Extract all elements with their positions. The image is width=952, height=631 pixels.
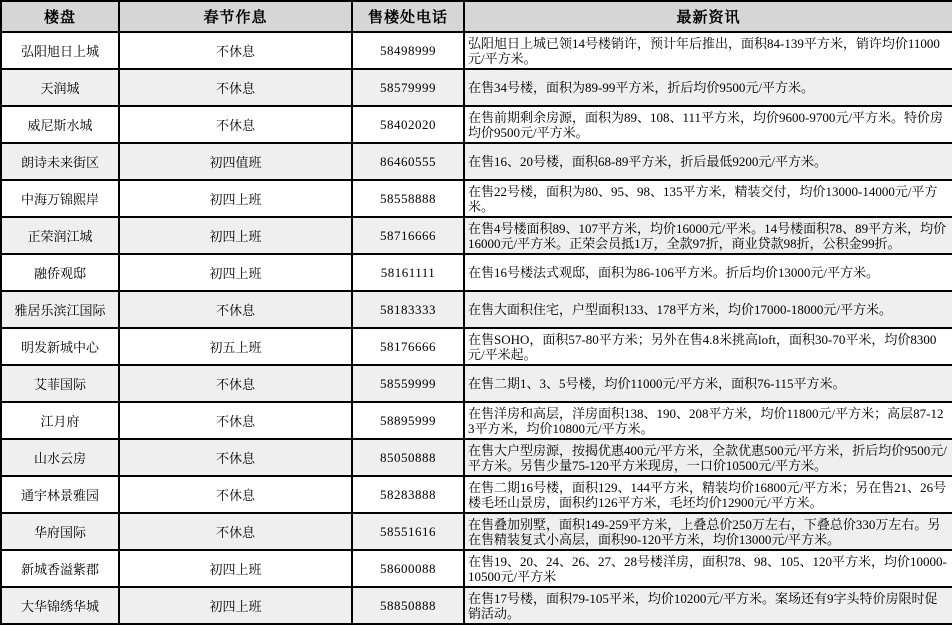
name-cell: 弘阳旭日上城 <box>1 32 119 69</box>
phone-cell: 58600088 <box>352 550 464 587</box>
name-cell: 雅居乐滨江国际 <box>1 291 119 328</box>
table-row <box>1 513 952 550</box>
schedule-cell: 初四上班 <box>119 180 352 217</box>
schedule-cell: 初四值班 <box>119 143 352 180</box>
table-body <box>1 32 952 624</box>
news-cell: 弘阳旭日上城已领14号楼销许，预计年后推出，面积84-139平方米，销许均价11000元/平方米。 <box>464 32 952 69</box>
table-row <box>1 550 952 587</box>
name-cell: 中海万锦熙岸 <box>1 180 119 217</box>
phone-cell: 58498999 <box>352 32 464 69</box>
table-row <box>1 476 952 513</box>
table-row <box>1 180 952 217</box>
phone-cell: 58402020 <box>352 106 464 143</box>
news-cell: 在售SOHO，面积57-80平方米；另外在售4.8米挑高loft，面积30-70平米，均价8300元/平米起。 <box>464 328 952 365</box>
news-cell: 在售大面积住宅，户型面积133、178平方米，均价17000-18000元/平方米。 <box>464 291 952 328</box>
schedule-cell: 初四上班 <box>119 587 352 624</box>
table-row <box>1 32 952 69</box>
phone-cell: 85050888 <box>352 439 464 476</box>
name-cell: 天润城 <box>1 69 119 106</box>
column-header-news: 最新资讯 <box>464 1 952 32</box>
schedule-cell: 不休息 <box>119 365 352 402</box>
schedule-cell: 初四上班 <box>119 254 352 291</box>
news-cell: 在售大户型房源，按揭优惠400元/平方米，全款优惠500元/平方米，折后均价9500元/平方米。另售少量75-120平方米现房，一口价10500元/平方米。 <box>464 439 952 476</box>
news-cell: 在售洋房和高层，洋房面积138、190、208平方米，均价11800元/平方米；高层87-123平方米，均价10800元/平方米。 <box>464 402 952 439</box>
news-cell: 在售19、20、24、26、27、28号楼洋房，面积78、98、105、120平方米，均价10000-10500元/平方米 <box>464 550 952 587</box>
name-cell: 明发新城中心 <box>1 328 119 365</box>
news-cell: 在售34号楼，面积为89-99平方米，折后均价9500元/平方米。 <box>464 69 952 106</box>
schedule-cell: 不休息 <box>119 106 352 143</box>
schedule-cell: 不休息 <box>119 69 352 106</box>
name-cell: 融侨观邸 <box>1 254 119 291</box>
phone-cell: 58176666 <box>352 328 464 365</box>
table-row <box>1 328 952 365</box>
phone-cell: 58283888 <box>352 476 464 513</box>
table-row <box>1 69 952 106</box>
name-cell: 通宇林景雅园 <box>1 476 119 513</box>
phone-cell: 58551616 <box>352 513 464 550</box>
table-row <box>1 402 952 439</box>
phone-cell: 86460555 <box>352 143 464 180</box>
table-row <box>1 439 952 476</box>
schedule-cell: 不休息 <box>119 32 352 69</box>
header-row <box>1 1 952 32</box>
phone-cell: 58558888 <box>352 180 464 217</box>
name-cell: 艾菲国际 <box>1 365 119 402</box>
phone-cell: 58850888 <box>352 587 464 624</box>
phone-cell: 58161111 <box>352 254 464 291</box>
schedule-cell: 不休息 <box>119 476 352 513</box>
table-row <box>1 291 952 328</box>
name-cell: 大华锦绣华城 <box>1 587 119 624</box>
table-row <box>1 143 952 180</box>
name-cell: 朗诗未来街区 <box>1 143 119 180</box>
news-cell: 在售22号楼，面积为80、95、98、135平方米，精装交付，均价13000-14000元/平方米。 <box>464 180 952 217</box>
news-cell: 在售叠加别墅，面积149-259平方米，上叠总价250万左右，下叠总价330万左右。另在售精装复式小高层，面积90-120平方米，均价13000元/平方米。 <box>464 513 952 550</box>
news-cell: 在售4号楼面积89、107平方米，均价16000元/平米。14号楼面积78、89平方米，均价16000元/平方米。正荣会员抵1万，全款97折，商业贷款98折，公积金99折。 <box>464 217 952 254</box>
news-cell: 在售二期16号楼，面积129、144平方米，精装均价16800元/平方米；另在售21、26号楼毛坯山景房，面积约126平方米，毛坯均价12900元/平方米。 <box>464 476 952 513</box>
phone-cell: 58895999 <box>352 402 464 439</box>
schedule-cell: 初四上班 <box>119 550 352 587</box>
name-cell: 山水云房 <box>1 439 119 476</box>
phone-cell: 58716666 <box>352 217 464 254</box>
column-header-name: 楼盘 <box>1 1 119 32</box>
schedule-cell: 不休息 <box>119 513 352 550</box>
phone-cell: 58183333 <box>352 291 464 328</box>
news-cell: 在售前期剩余房源，面积为89、108、111平方米，均价9600-9700元/平方米。特价房均价9500元/平方米。 <box>464 106 952 143</box>
name-cell: 江月府 <box>1 402 119 439</box>
column-header-phone: 售楼处电话 <box>352 1 464 32</box>
schedule-cell: 初四上班 <box>119 217 352 254</box>
schedule-cell: 初五上班 <box>119 328 352 365</box>
name-cell: 华府国际 <box>1 513 119 550</box>
schedule-cell: 不休息 <box>119 402 352 439</box>
phone-cell: 58559999 <box>352 365 464 402</box>
column-header-schedule: 春节作息 <box>119 1 352 32</box>
news-cell: 在售二期1、3、5号楼，均价11000元/平方米，面积76-115平方米。 <box>464 365 952 402</box>
table-row <box>1 254 952 291</box>
name-cell: 正荣润江城 <box>1 217 119 254</box>
table-row <box>1 365 952 402</box>
table-row <box>1 587 952 624</box>
news-cell: 在售17号楼，面积79-105平米，均价10200元/平方米。案场还有9字头特价房限时促销活动。 <box>464 587 952 624</box>
name-cell: 威尼斯水城 <box>1 106 119 143</box>
name-cell: 新城香溢紫郡 <box>1 550 119 587</box>
news-cell: 在售16号楼法式观邸，面积为86-106平方米。折后均价13000元/平方米。 <box>464 254 952 291</box>
phone-cell: 58579999 <box>352 69 464 106</box>
table-row <box>1 217 952 254</box>
news-cell: 在售16、20号楼，面积68-89平方米，折后最低9200元/平方米。 <box>464 143 952 180</box>
table-row <box>1 106 952 143</box>
schedule-cell: 不休息 <box>119 291 352 328</box>
schedule-cell: 不休息 <box>119 439 352 476</box>
